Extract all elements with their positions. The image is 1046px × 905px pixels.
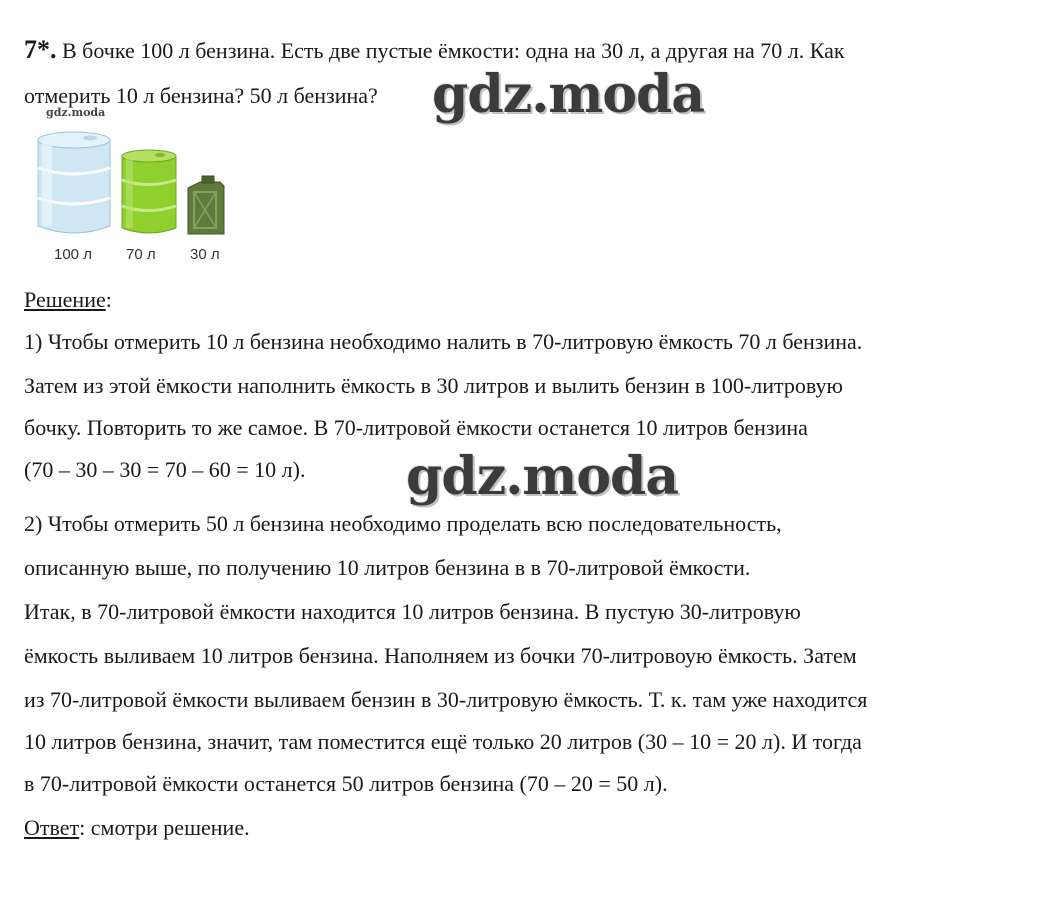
containers-illustration bbox=[30, 128, 250, 243]
label-30: 30 л bbox=[190, 246, 220, 263]
part2-line: Итак, в 70-литровой ёмкости находится 10 литров бензина. В пустую 30-литровую bbox=[24, 599, 801, 624]
part1-line: (70 – 30 – 30 = 70 – 60 = 10 л). bbox=[24, 457, 306, 482]
part2-line: ёмкость выливаем 10 литров бензина. Наполняем из бочки 70-литровоую ёмкость. Затем bbox=[24, 643, 857, 668]
part2-line: описанную выше, по получению 10 литров бензина в в 70-литровой ёмкости. bbox=[24, 555, 751, 580]
part1-line: бочку. Повторить то же самое. В 70-литровой ёмкости останется 10 литров бензина bbox=[24, 415, 808, 440]
watermark-top: gdz.moda bbox=[432, 64, 705, 125]
part1-line: Затем из этой ёмкости наполнить ёмкость в 30 литров и вылить бензин в 100-литровую bbox=[24, 373, 843, 398]
answer bbox=[24, 814, 250, 842]
barrel-100-icon bbox=[38, 132, 110, 233]
part2-line: в 70-литровой ёмкости останется 50 литров бензина (70 – 20 = 50 л). bbox=[24, 771, 668, 796]
part2-line: из 70-литровой ёмкости выливаем бензин в 30-литровую ёмкость. Т. к. там уже находится bbox=[24, 687, 868, 712]
label-100: 100 л bbox=[54, 246, 92, 263]
solution-heading bbox=[24, 286, 112, 314]
task-line-1 bbox=[24, 36, 845, 65]
part2-line: 10 литров бензина, значит, там поместится ещё только 20 литров (30 – 10 = 20 л). И тогда bbox=[24, 729, 862, 754]
part2-line: 2) Чтобы отмерить 50 л бензина необходимо проделать всю последовательность, bbox=[24, 511, 782, 536]
task-number: 7*. bbox=[24, 35, 57, 64]
canister-30-icon bbox=[188, 176, 224, 234]
watermark-middle: gdz.moda bbox=[406, 446, 679, 507]
answer-label: Ответ bbox=[24, 815, 80, 840]
part1-line: 1) Чтобы отмерить 10 л бензина необходимо налить в 70-литровую ёмкость 70 л бензина. bbox=[24, 329, 863, 354]
task-line-2: отмерить 10 л бензина? 50 л бензина? bbox=[24, 83, 378, 108]
solution-heading-label: Решение bbox=[24, 287, 106, 312]
watermark-small: gdz.moda bbox=[46, 106, 106, 119]
containers-figure bbox=[30, 128, 250, 268]
label-70: 70 л bbox=[126, 246, 156, 263]
answer-text: : смотри решение. bbox=[79, 815, 250, 840]
solution-heading-colon: : bbox=[105, 287, 112, 312]
task-text-1: В бочке 100 л бензина. Есть две пустые ёмкости: одна на 30 л, а другая на 70 л. Как bbox=[56, 38, 845, 63]
barrel-70-icon bbox=[122, 150, 176, 233]
